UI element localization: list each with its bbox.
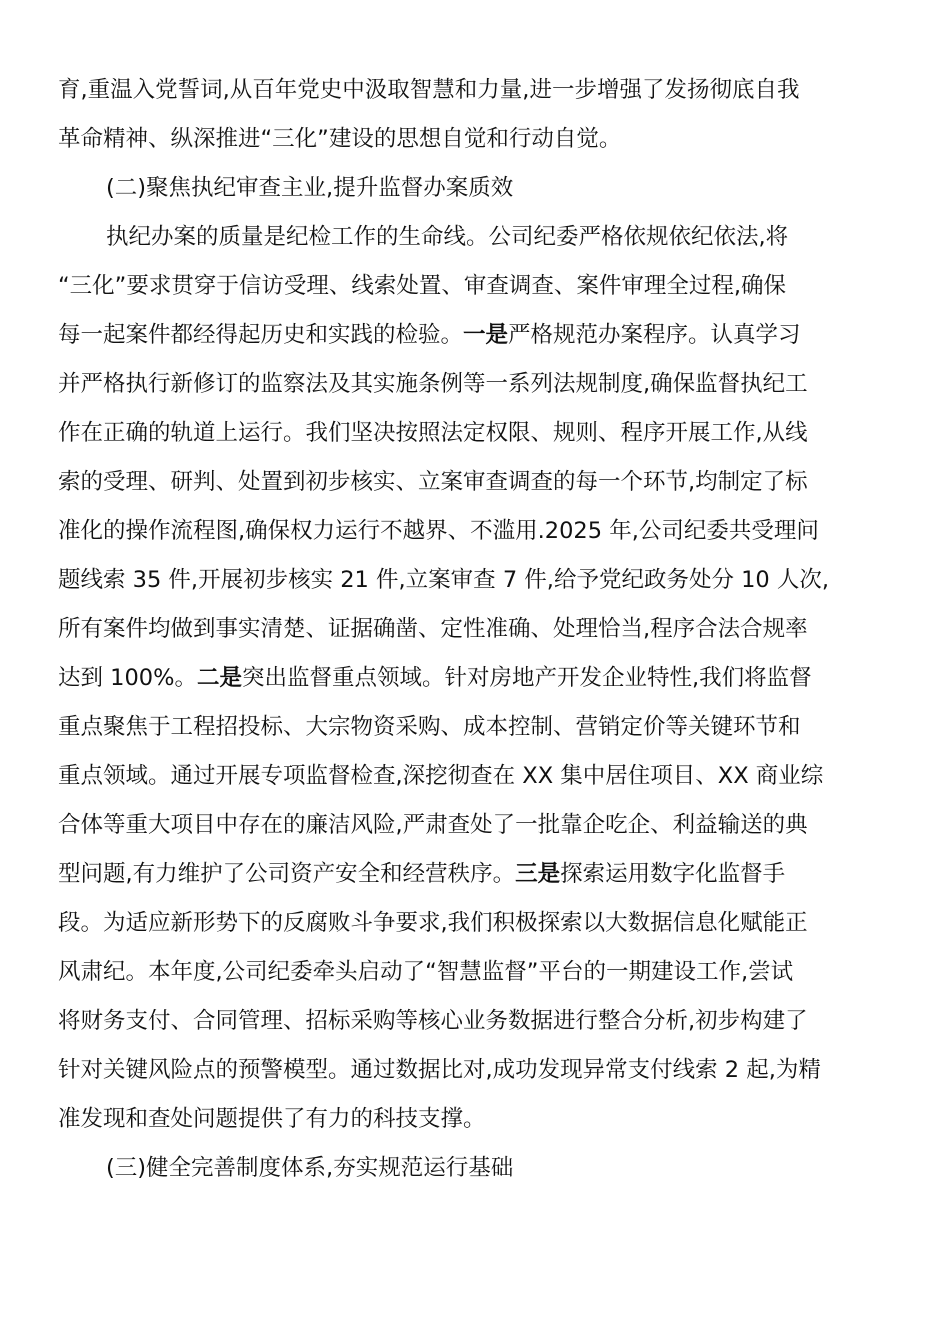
- section-heading-3: (三)健全完善制度体系,夯实规范运行基础: [106, 1155, 514, 1181]
- paragraph2-line-7: 准化的操作流程图,确保权力运行不越界、不滥用.2025 年,公司纪委共受理问: [58, 518, 819, 544]
- paragraph2-line-3: [58, 311, 898, 360]
- paragraph2-line-18: 针对关键风险点的预警模型。通过数据比对,成功发现异常支付线索 2 起,为精: [58, 1057, 821, 1083]
- paragraph1-line-2: 革命精神、纵深推进“三化”建设的思想自觉和行动自觉。: [58, 126, 622, 152]
- paragraph2-line-11: 重点聚焦于工程招投标、大宗物资采购、成本控制、营销定价等关键环节和: [58, 714, 801, 740]
- document-page: [58, 66, 898, 1193]
- bold-marker-second: 二是: [196, 665, 242, 691]
- bold-marker-first: 一是: [463, 322, 509, 348]
- paragraph2-line-8: 题线索 35 件,开展初步核实 21 件,立案审查 7 件,给予党纪政务处分 10 人次,: [58, 567, 830, 593]
- paragraph2-line-5: 作在正确的轨道上运行。我们坚决按照法定权限、规则、程序开展工作,从线: [58, 420, 808, 446]
- paragraph2-line-6: 索的受理、研判、处置到初步核实、立案审查调查的每一个环节,均制定了标: [58, 469, 808, 495]
- text-run: 突出监督重点领域。针对房地产开发企业特性,我们将监督: [242, 665, 812, 691]
- text-run: 每一起案件都经得起历史和实践的检验。: [58, 322, 464, 348]
- paragraph2-line-10: [58, 654, 898, 703]
- paragraph2-line-16: 风肃纪。本年度,公司纪委牵头启动了“智慧监督”平台的一期建设工作,尝试: [58, 959, 794, 985]
- paragraph2-line-14: [58, 850, 898, 899]
- paragraph2-line-2: “三化”要求贯穿于信访受理、线索处置、审查调查、案件审理全过程,确保: [58, 273, 786, 299]
- paragraph2-line-9: 所有案件均做到事实清楚、证据确凿、定性准确、处理恰当,程序合法合规率: [58, 616, 808, 642]
- paragraph2-line-13: 合体等重大项目中存在的廉洁风险,严肃查处了一批靠企吃企、利益输送的典: [58, 812, 808, 838]
- section-heading-2: (二)聚焦执纪审查主业,提升监督办案质效: [106, 175, 514, 201]
- paragraph2-line-19: 准发现和查处问题提供了有力的科技支撑。: [58, 1106, 486, 1132]
- paragraph1-line-1: 育,重温入党誓词,从百年党史中汲取智慧和力量,进一步增强了发扬彻底自我: [58, 77, 800, 103]
- text-run: 探索运用数字化监督手: [560, 861, 786, 887]
- paragraph2-line-1: 执纪办案的质量是纪检工作的生命线。公司纪委严格依规依纪依法,将: [106, 224, 789, 250]
- text-run: 严格规范办案程序。认真学习: [508, 322, 801, 348]
- paragraph2-line-12: 重点领域。通过开展专项监督检查,深挖彻查在 XX 集中居住项目、XX 商业综: [58, 763, 824, 789]
- paragraph2-line-4: 并严格执行新修订的监察法及其实施条例等一系列法规制度,确保监督执纪工: [58, 371, 808, 397]
- text-run: 达到 100%。: [58, 665, 197, 691]
- paragraph2-line-15: 段。为适应新形势下的反腐败斗争要求,我们积极探索以大数据信息化赋能正: [58, 910, 808, 936]
- paragraph2-line-17: 将财务支付、合同管理、招标采购等核心业务数据进行整合分析,初步构建了: [58, 1008, 808, 1034]
- bold-marker-third: 三是: [515, 861, 561, 887]
- text-run: 型问题,有力维护了公司资产安全和经营秩序。: [58, 861, 516, 887]
